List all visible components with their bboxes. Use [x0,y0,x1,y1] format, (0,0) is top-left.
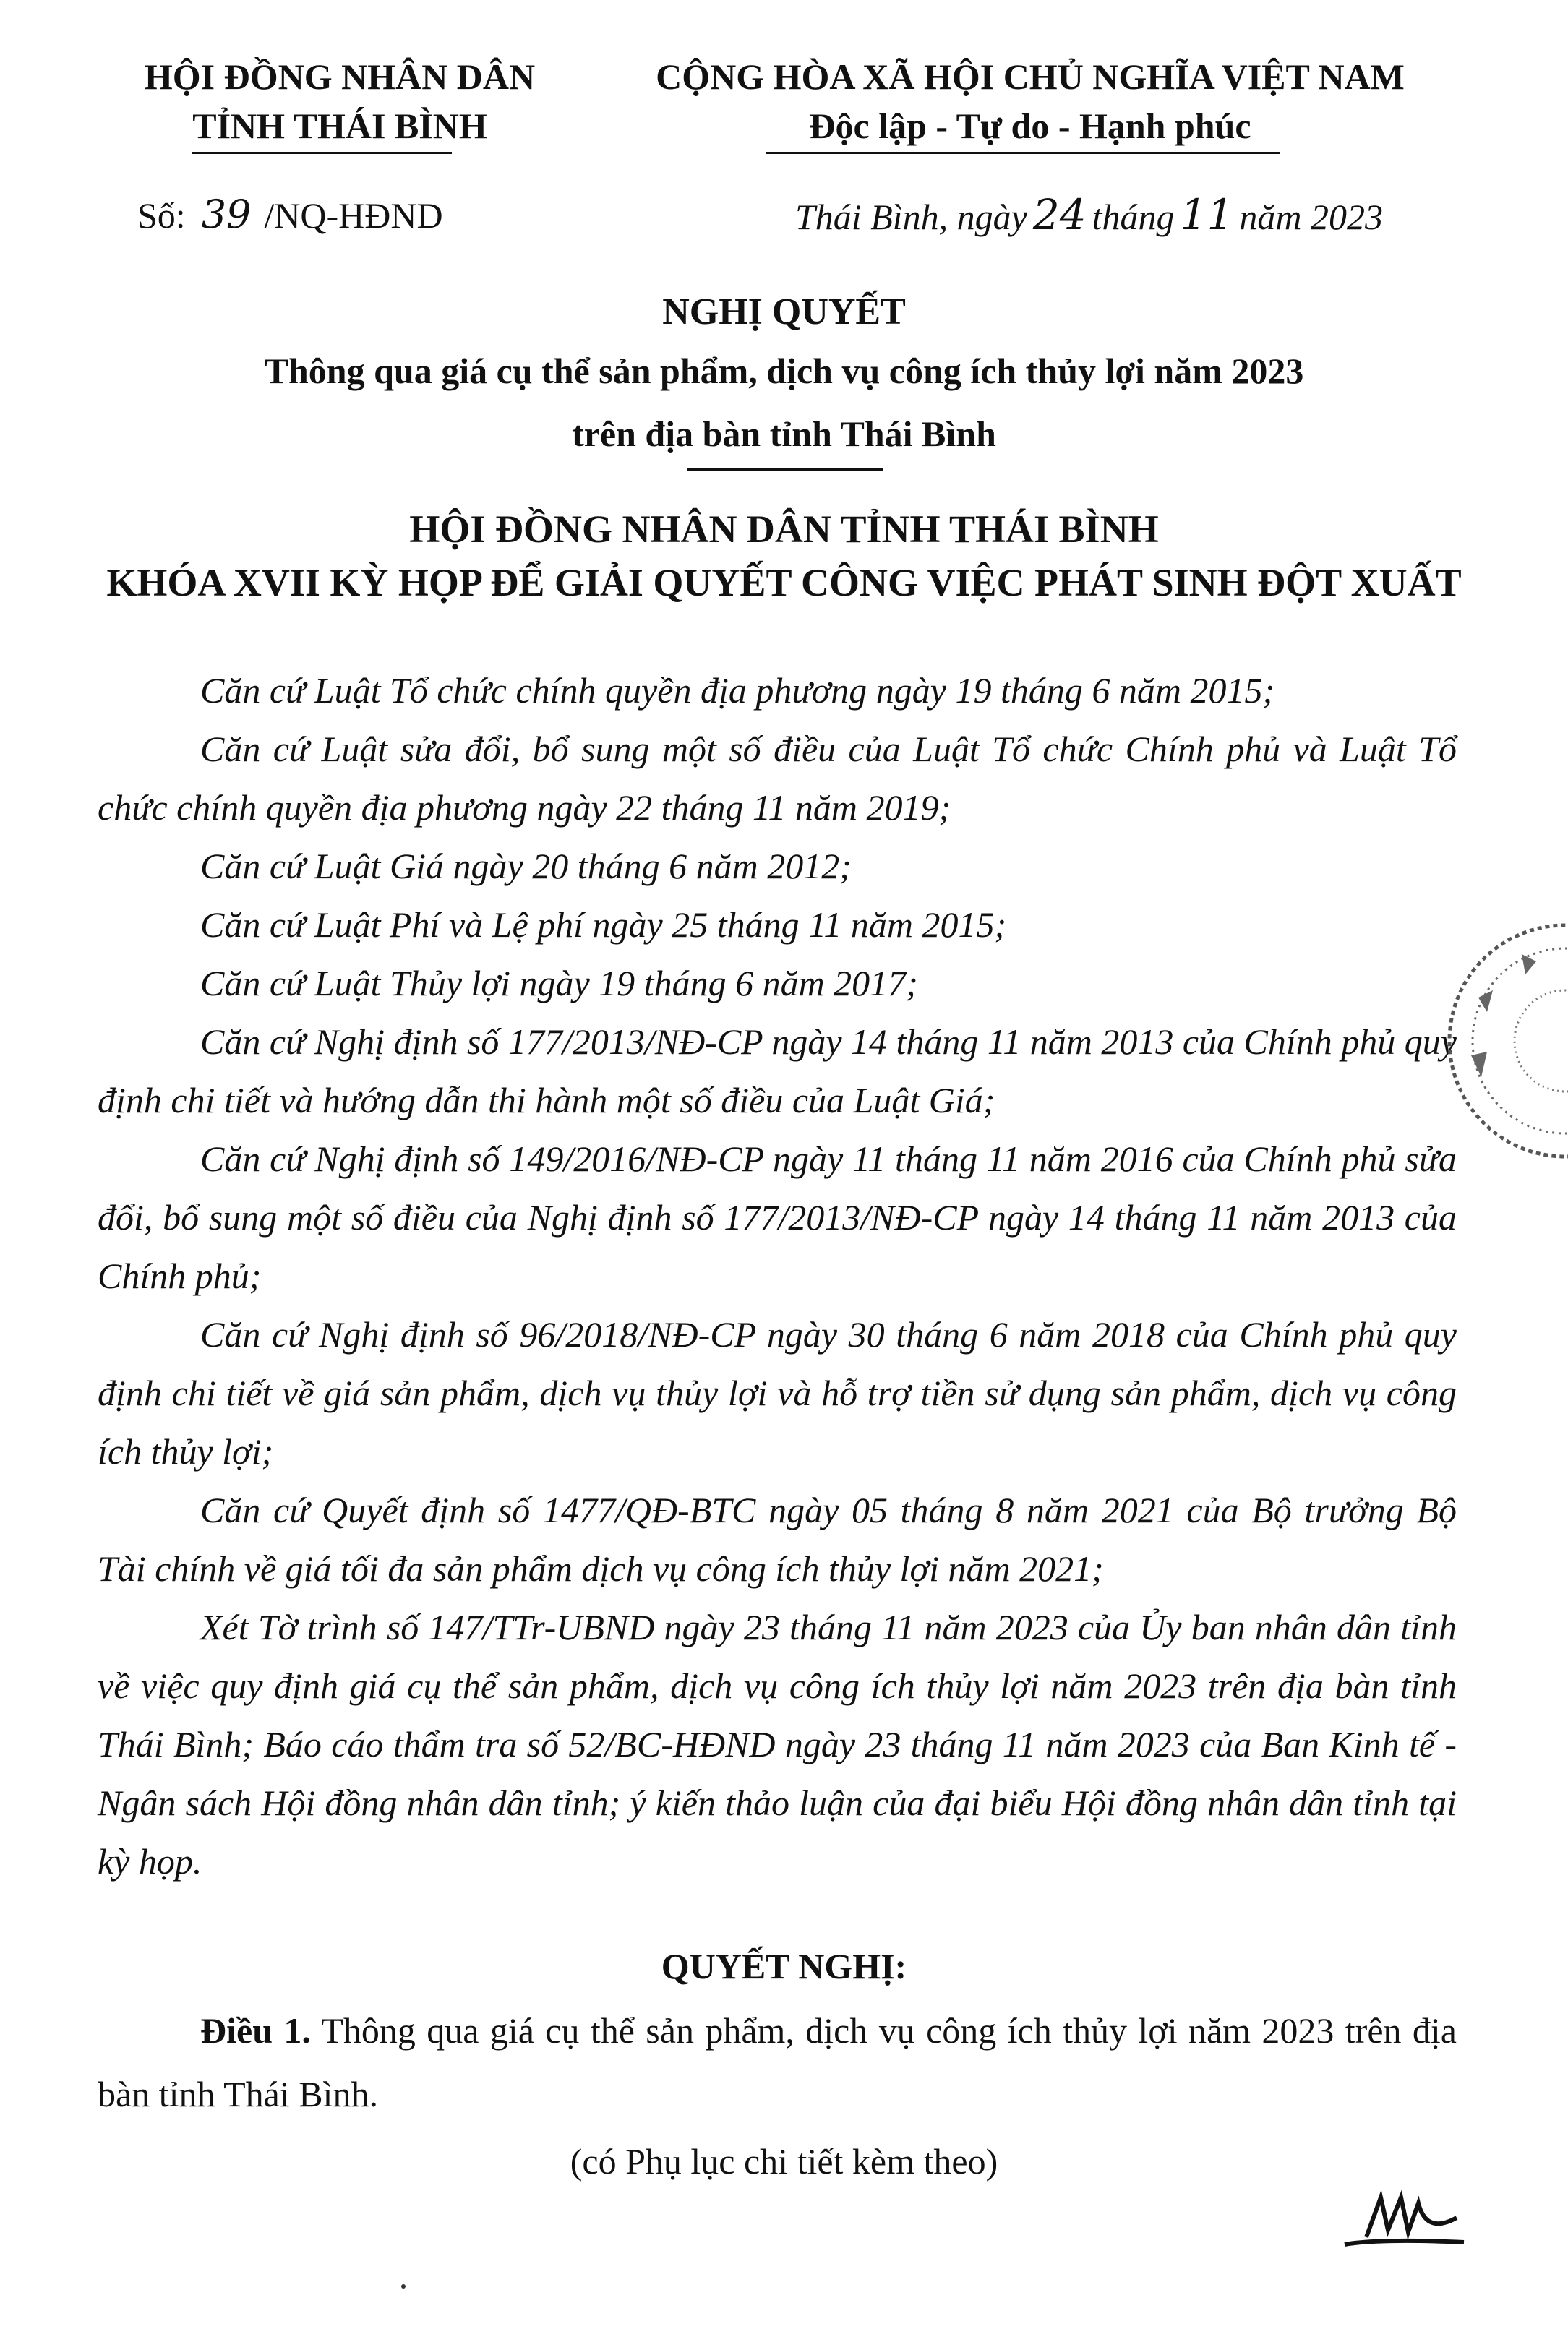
number-label: Số: [137,195,186,236]
document-date [795,189,1383,242]
title-separator [687,468,883,471]
decision-heading: QUYẾT NGHỊ: [661,1946,907,1986]
legal-basis-9: Căn cứ Quyết định số 1477/QĐ-BTC ngày 05 tháng 8 năm 2021 của Bộ trưởng Bộ Tài chính về giá tối đa sản phẩm dịch vụ công ích thủy lợi năm 2021; [98,1490,1457,1589]
issuing-agency-line1: HỘI ĐỒNG NHÂN DÂN [144,56,536,97]
date-year: năm 2023 [1239,197,1383,237]
council-heading [0,502,1568,609]
date-month-label: tháng [1092,197,1175,237]
initials-signature-icon [1337,2176,1475,2262]
motto: Độc lập - Tự do - Hạnh phúc [809,106,1251,146]
official-seal-icon [1435,911,1568,1171]
appendix-note: (có Phụ lục chi tiết kèm theo) [570,2141,998,2182]
council-line2: KHÓA XVII KỲ HỌP ĐỂ GIẢI QUYẾT CÔNG VIỆC PHÁT SINH ĐỘT XUẤT [106,561,1462,604]
legal-basis-3: Căn cứ Luật Giá ngày 20 tháng 6 năm 2012; [200,846,852,886]
date-prefix: Thái Bình, ngày [795,197,1027,237]
document-number [137,189,443,241]
agency-underline [192,152,452,154]
legal-basis-5: Căn cứ Luật Thủy lợi ngày 19 tháng 6 năm 2017; [200,963,918,1003]
document-subtitle-line2: trên địa bàn tỉnh Thái Bình [572,413,996,454]
national-motto [614,52,1446,150]
legal-basis-2: Căn cứ Luật sửa đổi, bổ sung một số điều của Luật Tổ chức Chính phủ và Luật Tổ chức chính quyền địa phương ngày 22 tháng 11 năm 2019; [98,729,1457,828]
legal-basis-6: Căn cứ Nghị định số 177/2013/NĐ-CP ngày 14 tháng 11 năm 2013 của Chính phủ quy định chi tiết và hướng dẫn thi hành một số điều của Luật Giá; [98,1021,1457,1120]
document-subtitle-line1: Thông qua giá cụ thể sản phẩm, dịch vụ công ích thủy lợi năm 2023 [264,351,1304,391]
legal-basis-4: Căn cứ Luật Phí và Lệ phí ngày 25 tháng 11 năm 2015; [200,904,1007,945]
number-suffix: /NQ-HĐND [264,195,443,236]
stray-dot [401,2284,406,2289]
legal-basis-1: Căn cứ Luật Tổ chức chính quyền địa phương ngày 19 tháng 6 năm 2015; [200,670,1275,711]
article-1-label: Điều 1. [200,2010,311,2051]
date-month: 11 [1180,190,1234,239]
legal-basis-10: Xét Tờ trình số 147/TTr-UBND ngày 23 tháng 11 năm 2023 của Ủy ban nhân dân tỉnh về việc quy định giá cụ thể sản phẩm, dịch vụ công ích thủy lợi năm 2023 trên địa bàn tỉnh Thái Bình; Báo cáo thẩm tra số 52/BC-HĐND ngày 23 tháng 11 năm 2023 của Ban Kinh tế - Ngân sách Hội đồng nhân dân tỉnh; ý kiến thảo luận của đại biểu Hội đồng nhân dân tỉnh tại kỳ họp. [98,1607,1457,1882]
country-name: CỘNG HÒA XÃ HỘI CHỦ NGHĨA VIỆT NAM [656,56,1405,97]
article-1-text: Thông qua giá cụ thể sản phẩm, dịch vụ công ích thủy lợi năm 2023 trên địa bàn tỉnh Thái Bình. [98,2010,1457,2114]
legal-basis-8: Căn cứ Nghị định số 96/2018/NĐ-CP ngày 30 tháng 6 năm 2018 của Chính phủ quy định chi tiết về giá sản phẩm, dịch vụ thủy lợi và hỗ trợ tiền sử dụng sản phẩm, dịch vụ công ích thủy lợi; [98,1314,1457,1472]
issuing-agency [101,52,578,150]
date-day: 24 [1032,190,1087,239]
document-title: NGHỊ QUYẾT [662,291,906,333]
legal-basis-7: Căn cứ Nghị định số 149/2016/NĐ-CP ngày 11 tháng 11 năm 2016 của Chính phủ sửa đổi, bổ sung một số điều của Nghị định số 177/2013/NĐ-CP ngày 14 tháng 11 năm 2013 của Chính phủ; [98,1138,1457,1296]
article-1 [98,1999,1457,2126]
council-line1: HỘI ĐỒNG NHÂN DÂN TỈNH THÁI BÌNH [409,507,1159,551]
issuing-agency-line2: TỈNH THÁI BÌNH [192,106,487,146]
motto-underline [766,152,1280,154]
number-value: 39 [201,192,252,237]
